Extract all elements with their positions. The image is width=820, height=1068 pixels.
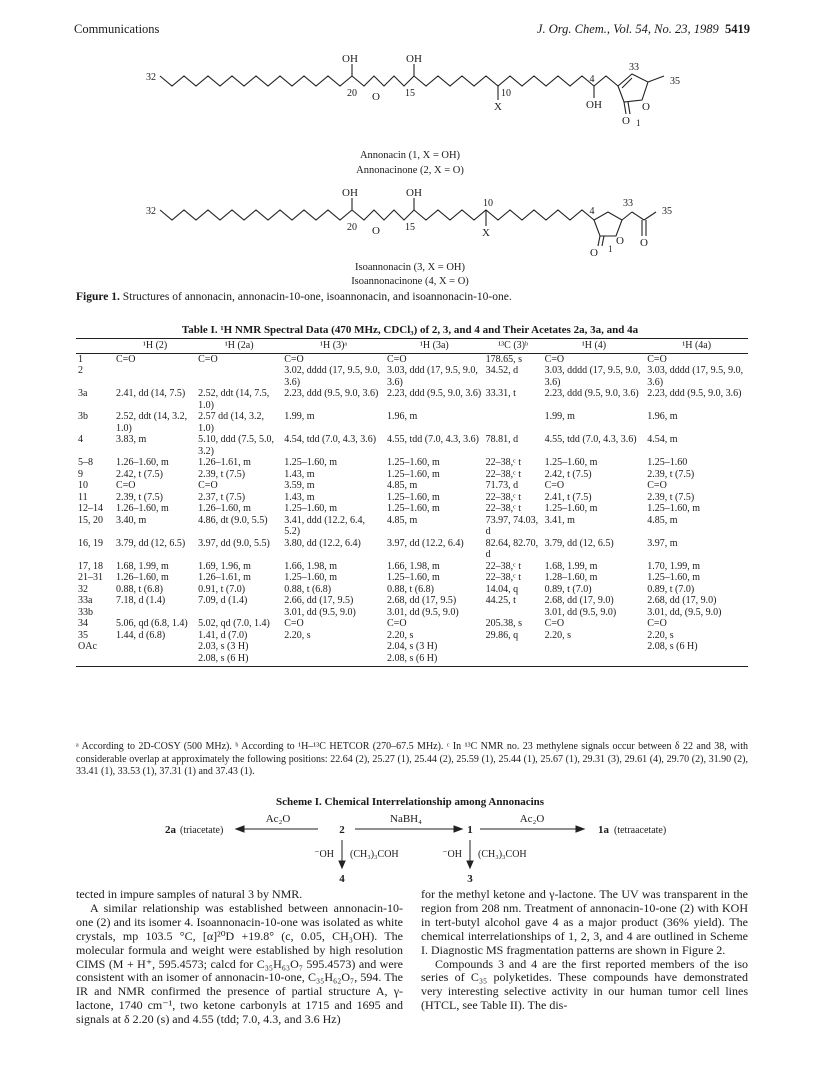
table-row [76,607,748,619]
table-cell [484,641,543,667]
reagent-label: NaBH₄ [390,813,422,825]
table-row [76,469,748,481]
table-row [76,480,748,492]
compound-label: 1a [598,824,609,836]
table-cell: 2.08, s (6 H) [645,641,748,667]
table-cell: 82.64, 82.70, d [485,537,539,560]
table-cell: 3.59, m [284,480,315,491]
table-cell: 2.39, t (7.5) [647,468,695,480]
position-cell: 12–14 [78,503,103,514]
table-cell: 1.68, 1.99, m [116,560,169,572]
carbon-number-label: 33 [623,198,633,209]
carbon-number-label: 15 [405,222,415,233]
table-cell: 4.86, dt (9.0, 5.5) [198,514,268,526]
table-cell: 3.40, m [116,514,147,526]
oh-label: OH [406,187,422,199]
oh-label: OH [342,187,358,199]
table-row [76,388,748,411]
carbon-number-label: 35 [662,206,672,217]
column-header [76,339,114,354]
table-cell [114,365,196,388]
table-cell: C=O [284,618,304,629]
position-cell: 32 [78,583,88,595]
nmr-table-body [76,353,748,667]
carbon-number-label: 20 [347,88,357,99]
position-cell: 3b [78,411,88,422]
table-cell [114,641,196,667]
table-cell: 3.03, ddd (17, 9.5, 9.0, 3.6) [387,365,478,388]
table-row [76,584,748,596]
table-cell: 5.10, ddd (7.5, 5.0, 3.2) [198,434,274,457]
structure-caption: Annonacin (1, X = OH) [359,150,461,161]
table-cell: 7.18, d (1.4) [116,595,166,606]
carbonyl-oxygen-label: O [622,115,630,127]
table-cell: 2.57 dd (14, 3.2, 1.0) [198,411,264,434]
column-header: ¹H (2) [114,339,196,354]
table-cell: 3.01, dd (9.5, 9.0) [284,606,356,618]
table-cell: 2.20, s [647,629,674,641]
compound-label: 3 [467,873,473,884]
compound-label: 2 [339,824,345,836]
compound-label: 1 [467,824,473,836]
table-cell: 1.25–1.60, m [647,503,701,514]
position-cell: 33b [78,606,93,618]
table-row [76,561,748,573]
position-cell: 4 [78,434,83,445]
scheme-title: Scheme I. Chemical Interrelationship among Annonacins [275,796,545,808]
table-cell: 0.88, t (6.8) [387,583,434,595]
table-cell: C=O [116,353,136,365]
table-cell: 2.03, s (3 H) 2.08, s (6 H) [196,641,282,667]
column-header: ¹H (3a) [385,339,484,354]
table-cell: 3.79, dd (12, 6.5) [544,537,614,549]
figure-caption [76,291,512,303]
table-cell: 78.81, d [485,434,519,445]
table-cell: 3.97, m [647,537,678,549]
column-header: ¹H (2a) [196,339,282,354]
table-cell: 34.52, d [485,365,519,376]
table-cell: 2.39, t (7.5) [198,468,246,480]
position-cell: OAc [76,641,114,667]
body-paragraph: for the methyl ketone and γ-lactone. The UV was transparent in the region from 208 nm. Treatment of annonacin-10-one (2) with KOH in tert-butyl alcohol gave 4 as a major product (36% yield). The chemical interrelationships of 1, 2, 3, and 4 are outlined in Scheme I. Diagnostic MS fragmentation patterns are shown in Figure 2. [421,887,748,957]
table-cell: 2.23, ddd (9.5, 9.0, 3.6) [544,388,639,399]
table-cell: 1.44, d (6.8) [116,629,166,641]
table-row [76,353,748,365]
table-cell: 2.41, dd (14, 7.5) [116,388,186,399]
table-cell: 1.69, 1.96, m [198,560,251,572]
oh-label: OH [342,53,358,65]
table-cell: 0.89, t (7.0) [647,583,695,595]
table-cell: 2.41, t (7.5) [544,491,592,503]
body-paragraph: tected in impure samples of natural 3 by NMR. [76,887,303,901]
table-cell: 1.43, m [284,491,315,503]
position-cell: 10 [78,480,88,491]
table-cell: C=O [198,480,218,491]
table-cell: 3.97, dd (12.2, 6.4) [387,537,464,549]
table-cell: 22–38,ᶜ t [485,468,522,480]
table-row [76,434,748,457]
table-cell: 73.97, 74.03, d [485,514,539,537]
table-cell: 71.73, d [485,480,519,491]
body-paragraph: A similar relationship was established between annonacin-10-one (2) and its isomer 4. Isoannonacin-10-one was isolated as white crystals, mp 103.5 °C, [α]²⁰D +19.8° (c, 0.05, CH₃OH). The molecular formula and weight were established by high resolution CIMS (M + H⁺, 595.4573; calcd for C₃₅H₆₃O₇ 595.4573) and were consistent with an isomer of annonacin-10-one, C₃₅H₆₂O₇, 594. The IR and NMR confirmed the presence of partial structure A, γ-lactone, 1740 cm⁻¹, two ketone carbonyls at 1715 and 1695 and signals at δ 2.20 (s) and 4.55 (tdd; 7.0, 4.3, and 3.6 Hz) [76,900,403,1027]
position-cell: 35 [78,629,88,641]
page-number: 5419 [725,22,750,36]
position-cell: 2 [78,365,83,376]
table-cell: 1.25–1.60 [647,457,688,468]
table-cell: 2.23, ddd (9.5, 9.0, 3.6) [284,388,379,399]
table-cell: C=O [116,480,136,491]
carbon-number-label: 1 [608,244,613,254]
running-header-section: Communications [74,22,160,36]
table-cell: 1.41, d (7.0) [198,629,248,641]
table-cell: 1.26–1.60, m [198,503,251,514]
table-cell [282,641,385,667]
substituent-x-label: X [482,227,490,239]
reagent-label: (CH₃)₃COH [350,849,399,860]
compound-note: (tetraacetate) [614,825,667,836]
carbon-number-label: 10 [483,198,493,209]
table-cell: 33.31, t [485,388,516,399]
position-cell: 33a [78,595,93,606]
table-cell: 3.41, ddd (12.2, 6.4, 5.2) [284,514,366,537]
table-cell: 22–38,ᶜ t [485,457,522,468]
body-paragraph: Compounds 3 and 4 are the first reported members of the iso series of C₃₅ polyketides. These compounds have demonstrated very interesting selective activity in our human tumor cell lines (HTCL, see Table II). The dis- [421,956,748,1013]
table-cell: 2.68, dd (17, 9.5) [387,595,457,606]
carbon-number-label: 20 [347,222,357,233]
table-cell: 2.52, ddt (14, 3.2, 1.0) [116,411,188,434]
table-cell [484,607,543,619]
table-cell: C=O [647,618,667,629]
position-cell: 16, 19 [78,537,103,549]
column-header: ¹³C (3)ᵇ [484,339,543,354]
table-row [76,572,748,584]
table-row [76,492,748,504]
lactone-oxygen-label: O [616,235,624,247]
table-cell: 1.25–1.60, m [387,491,440,503]
table-cell: C=O [544,618,565,629]
reagent-label: Ac₂O [265,813,291,825]
table-cell: 1.26–1.60, m [116,503,169,514]
position-cell: 5–8 [78,457,93,468]
table-cell: 3.79, dd (12, 6.5) [116,537,186,549]
table-cell: 4.54, tdd (7.0, 4.3, 3.6) [284,434,377,445]
table-cell: 3.01, dd, (9.5, 9.0) [647,606,722,618]
table-row [76,538,748,561]
structure-caption: Annonacinone (2, X = O) [356,165,464,176]
table-cell: 1.25–1.60, m [544,457,598,468]
table-cell: 3.01, dd (9.5, 9.0) [544,606,617,618]
table-cell [196,365,282,388]
table-cell: 22–38,ᶜ t [485,491,522,503]
table-cell: 3.02, dddd (17, 9.5, 9.0, 3.6) [284,365,381,388]
structure-caption: Isoannonacin (3, X = OH) [354,262,466,273]
table-cell: 4.55, tdd (7.0, 4.3, 3.6) [544,434,637,445]
table-row [76,365,748,388]
table-cell [196,607,282,619]
ketone-oxygen-label: O [640,237,648,249]
lactone-oxygen-label: O [642,101,650,113]
table-cell: 1.26–1.61, m [198,457,251,468]
table-cell: C=O [198,353,218,365]
table-cell: 29.86, q [485,629,519,641]
table-cell: C=O [544,480,565,491]
table-cell: 1.25–1.60, m [387,572,440,583]
structure-isoannonacin [0,180,820,266]
table-cell: 2.42, t (7.5) [544,468,592,480]
body-column-left [76,888,403,1027]
table-cell: 1.25–1.60, m [647,572,701,583]
structure-annonacin [0,50,820,146]
table-cell: C=O [387,618,407,629]
table-row [76,595,748,607]
table-cell: 1.66, 1.98, m [387,560,440,572]
table-cell: C=O [387,353,407,365]
carbon-number-label: 35 [670,76,680,87]
table-cell: 1.25–1.60, m [284,457,337,468]
carbon-number-label: 4 [589,206,595,217]
compound-label: 4 [339,873,345,884]
table-cell: 1.25–1.60, m [387,503,440,514]
position-cell: 3a [78,388,88,399]
table-cell: C=O [647,480,667,491]
table-cell [543,641,646,667]
carbon-number-label: 15 [405,88,415,99]
table-cell: C=O [647,353,667,365]
table-cell: 2.04, s (3 H) 2.08, s (6 H) [385,641,484,667]
table-cell: 1.25–1.60, m [284,503,337,514]
table-cell: 2.20, s [544,629,571,641]
table-cell: 1.26–1.60, m [116,457,169,468]
table-cell: 1.26–1.61, m [198,572,251,583]
table-title: Table I. ¹H NMR Spectral Data (470 MHz, CDCl₃) of 2, 3, and 4 and Their Acetates 2a, 3a, and 4a [181,324,639,336]
table-cell: 2.68, dd (17, 9.0) [544,595,614,606]
carbonyl-oxygen-label: O [590,247,598,259]
carbon-number-label: 32 [146,72,156,83]
figure-caption-text: Structures of annonacin, annonacin-10-one, isoannonacin, and isoannonacin-10-one. [122,291,512,303]
ring-oxygen-label: O [372,225,380,237]
table-cell: 4.85, m [387,514,418,526]
table-cell: 44.25, t [485,595,516,606]
structure-caption: Isoannonacinone (4, X = O) [351,276,469,287]
table-cell: 205.38, s [485,618,523,629]
table-cell: 1.96, m [647,411,678,422]
compound-note: (triacetate) [180,825,224,836]
table-cell: 7.09, d (1.4) [198,595,248,606]
table-cell: 1.25–1.60, m [284,572,337,583]
column-header: ¹H (4a) [645,339,748,354]
table-cell: 22–38,ᶜ t [485,503,522,514]
table-cell: 1.66, 1.98, m [284,560,337,572]
table-cell: 0.88, t (6.8) [284,583,332,595]
table-cell: 3.97, dd (9.0, 5.5) [198,537,270,549]
table-cell: 2.39, t (7.5) [647,491,695,503]
table-cell: 1.28–1.60, m [544,572,598,583]
table-cell: C=O [544,353,565,365]
compound-label: 2a [165,824,176,836]
position-cell: 17, 18 [78,560,103,572]
table-cell: 0.91, t (7.0) [198,583,246,595]
reagent-label: (CH₃)₃COH [478,849,527,860]
table-cell: 2.20, s [387,629,414,641]
table-cell: 22–38,ᶜ t [485,572,522,583]
table-cell: 5.02, qd (7.0, 1.4) [198,618,270,629]
carbon-number-label: 32 [146,206,156,217]
table-cell: 3.03, dddd (17, 9.5, 9.0, 3.6) [544,365,641,388]
carbon-number-label: 1 [636,118,641,128]
carbon-number-label: 33 [629,62,639,73]
position-cell: 11 [78,491,88,503]
column-header: ¹H (3)ᵃ [282,339,385,354]
column-header: ¹H (4) [543,339,646,354]
table-cell: 1.25–1.60, m [387,457,440,468]
table-cell: 2.68, dd (17, 9.0) [647,595,717,606]
table-cell: 3.41, m [544,514,575,526]
running-header-journal [537,22,750,37]
journal-name: J. Org. Chem., [536,22,611,36]
table-cell: 1.43, m [284,468,315,480]
table-cell: 1.25–1.60, m [544,503,598,514]
table-row [76,515,748,538]
table-cell: 2.42, t (7.5) [116,468,163,480]
oh-label: OH [406,53,422,65]
table-cell: 4.85, m [647,514,678,526]
table-cell: 1.25–1.60, m [387,468,440,480]
table-cell: 2.23, ddd (9.5, 9.0, 3.6) [647,388,742,399]
table-cell: 1.99, m [284,411,315,422]
table-cell: 3.83, m [116,434,147,445]
reagent-label: Ac₂O [519,813,545,825]
table-row [76,457,748,469]
table-cell: 2.52, ddt (14, 7.5, 1.0) [198,388,270,411]
table-row [76,630,748,642]
position-cell: 1 [78,353,83,365]
table-cell: 4.55, tdd (7.0, 4.3, 3.6) [387,434,479,445]
figure-label: Figure 1. [76,291,120,303]
carbon-number-label: 4 [589,74,595,85]
carbon-number-label: 10 [501,88,511,99]
table-row [76,503,748,515]
table-cell: 14.04, q [485,583,519,595]
scheme-diagram [0,806,820,884]
table-cell: 3.03, dddd (17, 9.5, 9.0, 3.6) [647,365,744,388]
table-cell [484,411,543,434]
table-cell: 1.70, 1.99, m [647,560,701,572]
table-cell: 1.96, m [387,411,418,422]
ring-oxygen-label: O [372,91,380,103]
table-cell: 2.39, t (7.5) [116,491,163,503]
position-cell: 9 [78,468,83,480]
table-cell: 178.65, s [485,353,523,365]
table-cell: 2.23, ddd (9.5, 9.0, 3.6) [387,388,482,399]
position-cell: 21–31 [78,572,103,583]
table-cell [114,607,196,619]
table-cell: 4.54, m [647,434,678,445]
table-row [76,618,748,630]
reagent-label: ⁻OH [442,849,462,860]
position-cell: 34 [78,618,88,629]
table-cell: 1.99, m [544,411,575,422]
table-cell: 2.66, dd (17, 9.5) [284,595,354,606]
table-cell: 5.06, qd (6.8, 1.4) [116,618,188,629]
reagent-label: ⁻OH [314,849,334,860]
table-cell: 3.80, dd (12.2, 6.4) [284,537,361,549]
table-cell: 2.20, s [284,629,311,641]
table-cell: 1.68, 1.99, m [544,560,598,572]
oh-label: OH [586,99,602,111]
table-cell: 22–38,ᶜ t [485,560,522,572]
table-cell: 4.85, m [387,480,418,491]
body-column-right [421,888,748,1013]
position-cell: 15, 20 [78,514,103,526]
table-footnote: ᵃ According to 2D-COSY (500 MHz). ᵇ According to ¹H–¹³C HETCOR (270–67.5 MHz). ᶜ In ¹³C NMR no. 23 methylene signals occur between δ 22 and 38, with considerable overlap at approximately the following positions: 22.64 (2), 25.27 (1), 25.44 (2), 25.59 (1), 25.44 (1), 25.67 (1), 29.31 (3), 29.61 (4), 29.70 (2), 31.90 (2), 33.41 (1), 33.53 (1), 37.31 (1) and 37.43 (1). [76,741,748,777]
table-cell: 0.88, t (6.8) [116,583,163,595]
table-cell: 2.37, t (7.5) [198,491,246,503]
table-cell: 0.89, t (7.0) [544,583,592,595]
table-header-row [76,339,748,354]
substituent-x-label: X [494,101,502,113]
table-row [76,641,748,667]
table-cell: 3.01, dd (9.5, 9.0) [387,606,459,618]
table-row [76,411,748,434]
journal-volume: Vol. 54, No. 23, 1989 [613,22,719,36]
table-cell: C=O [284,353,304,365]
table-cell: 1.26–1.60, m [116,572,169,583]
nmr-table [76,338,748,667]
